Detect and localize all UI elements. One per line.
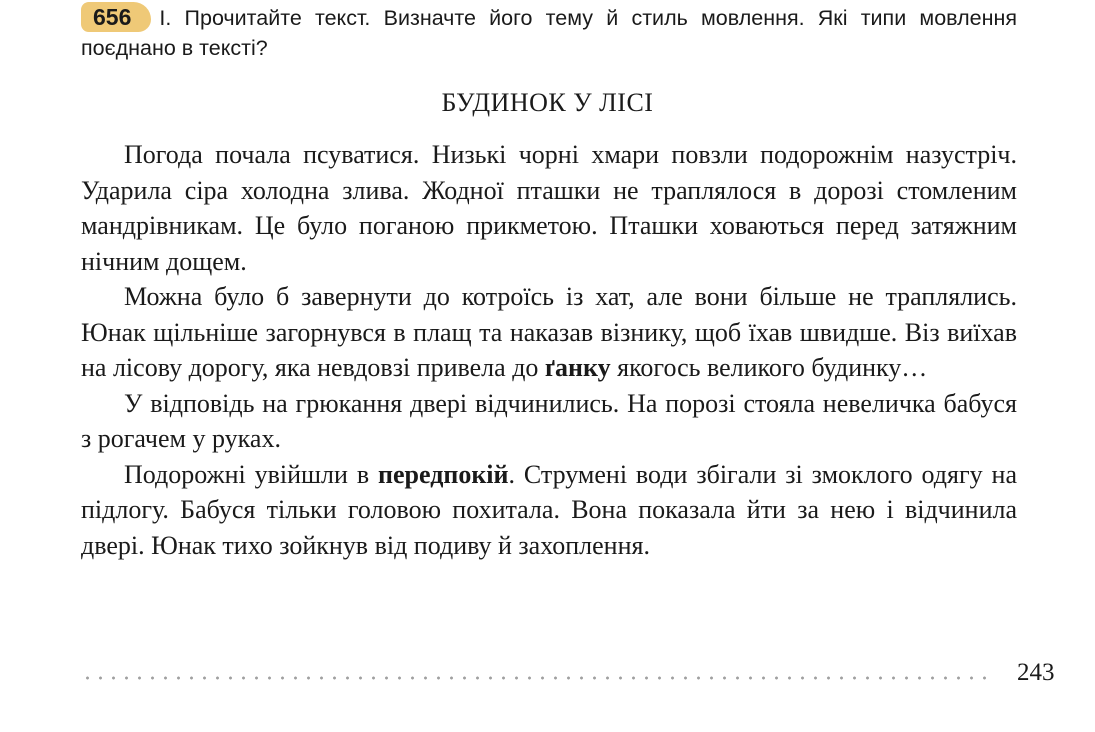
task-header — [81, 2, 1017, 63]
paragraph-2 — [81, 279, 1017, 386]
paragraph-4-text-end: . Струмені води збігали зі змоклого одягу на підлогу. Бабуся тільки головою похитала. Вона показала йти за нею і відчинила двері. Юнак тихо зойкнув від подиву й захоплення. — [81, 459, 1017, 560]
footer-dotted-line — [81, 676, 991, 680]
task-number-badge: 656 — [81, 2, 151, 32]
story-text — [81, 137, 1017, 563]
bold-term-ganok: ґанку — [544, 353, 611, 382]
paragraph-2-text-start: Можна було б завернути до котроїсь із хат, але вони більше не траплялись. Юнак щільніше загорнувся в плащ та наказав візнику, щоб їхав швидше. Віз виїхав на лісову дорогу, яка невдовзі привела до — [81, 282, 1017, 382]
paragraph-4-text-start: Подорожні увійшли в — [124, 459, 379, 489]
task-instruction: І. Прочитайте текст. Визначте його тему й стиль мовлення. Які типи мовлення поєднано в тексті? — [81, 6, 1017, 60]
paragraph-1: Погода почала псуватися. Низькі чорні хмари повзли подорожнім назустріч. Ударила сіра холодна злива. Жодної пташки не траплялося в дорозі стомленим мандрівникам. Це було поганою прикметою. Пташки ховаються перед затяжним нічним дощем. — [81, 140, 1017, 276]
page-number: 243 — [1017, 659, 1055, 686]
story-title: БУДИНОК У ЛІСІ — [441, 88, 654, 117]
paragraph-4 — [81, 457, 1017, 564]
paragraph-2-text-end: якогось великого будинку… — [610, 353, 928, 382]
bold-term-peredpokii: передпокій — [378, 459, 509, 489]
paragraph-3: У відповідь на грюкання двері відчинились. На порозі стояла невеличка бабуся з рогачем у руках. — [81, 388, 1017, 453]
